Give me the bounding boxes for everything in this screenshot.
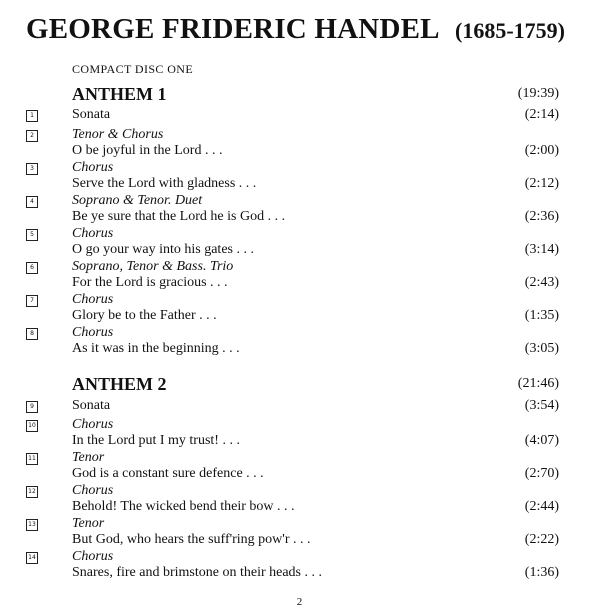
track-text: Glory be to the Father . . .	[72, 308, 217, 323]
track-duration: (2:00)	[524, 143, 559, 158]
track-number-box: 11	[26, 453, 38, 465]
track-voices: Tenor & Chorus	[72, 127, 164, 142]
anthem-1-title: ANTHEM 1	[72, 84, 167, 104]
track-duration: (3:14)	[524, 242, 559, 257]
composer-title: GEORGE FRIDERIC HANDEL	[26, 13, 440, 45]
track-text: Snares, fire and brimstone on their heads . . .	[72, 565, 322, 580]
track-text: Behold! The wicked bend their bow . . .	[72, 499, 295, 514]
track-number-box: 6	[26, 262, 38, 274]
track-text: In the Lord put I my trust! . . .	[72, 433, 240, 448]
track-duration: (1:36)	[524, 565, 559, 580]
track-duration: (4:07)	[524, 433, 559, 448]
page-number: 2	[296, 596, 303, 608]
track-duration: (1:35)	[524, 308, 559, 323]
track-number-box: 4	[26, 196, 38, 208]
anthem-2-total: (21:46)	[517, 376, 559, 391]
track-voices: Soprano, Tenor & Bass. Trio	[72, 259, 234, 274]
track-text: Serve the Lord with gladness . . .	[72, 176, 257, 191]
track-number-box: 9	[26, 401, 38, 413]
track-number-box: 5	[26, 229, 38, 241]
track-voices: Chorus	[72, 549, 114, 564]
track-duration: (2:44)	[524, 499, 559, 514]
track-number-box: 7	[26, 295, 38, 307]
track-number-box: 10	[26, 420, 38, 432]
track-number-box: 12	[26, 486, 38, 498]
track-duration: (2:36)	[524, 209, 559, 224]
track-text: As it was in the beginning . . .	[72, 341, 240, 356]
track-voices: Chorus	[72, 292, 114, 307]
track-duration: (3:05)	[524, 341, 559, 356]
track-voices: Chorus	[72, 160, 114, 175]
track-duration: (3:54)	[524, 398, 559, 413]
anthem-2-header	[72, 374, 559, 396]
track-text: For the Lord is gracious . . .	[72, 275, 228, 290]
track-voices: Tenor	[72, 516, 105, 531]
track-number-box: 2	[26, 130, 38, 142]
track-voices: Chorus	[72, 483, 114, 498]
track-number-box: 3	[26, 163, 38, 175]
track-voices: Chorus	[72, 417, 114, 432]
track-text: Sonata	[72, 107, 111, 122]
track-text: Be ye sure that the Lord he is God . . .	[72, 209, 286, 224]
anthem-1-header	[72, 84, 559, 106]
track-duration: (2:12)	[524, 176, 559, 191]
track-text: Sonata	[72, 398, 111, 413]
track-text: O be joyful in the Lord . . .	[72, 143, 223, 158]
track-duration: (2:22)	[524, 532, 559, 547]
anthem-2-title: ANTHEM 2	[72, 374, 167, 394]
track-text: But God, who hears the suff'ring pow'r . . .	[72, 532, 311, 547]
track-duration: (2:70)	[524, 466, 559, 481]
track-text: God is a constant sure defence . . .	[72, 466, 264, 481]
track-voices: Soprano & Tenor. Duet	[72, 193, 203, 208]
track-duration: (2:14)	[524, 107, 559, 122]
track-text: O go your way into his gates . . .	[72, 242, 254, 257]
track-number-box: 8	[26, 328, 38, 340]
track-number-box: 14	[26, 552, 38, 564]
track-voices: Tenor	[72, 450, 105, 465]
track-voices: Chorus	[72, 325, 114, 340]
composer-dates: (1685-1759)	[455, 18, 565, 43]
track-number-box: 1	[26, 110, 38, 122]
track-voices: Chorus	[72, 226, 114, 241]
anthem-1-total: (19:39)	[517, 86, 559, 101]
track-duration: (2:43)	[524, 275, 559, 290]
track-number-box: 13	[26, 519, 38, 531]
disc-label: COMPACT DISC ONE	[72, 62, 194, 76]
